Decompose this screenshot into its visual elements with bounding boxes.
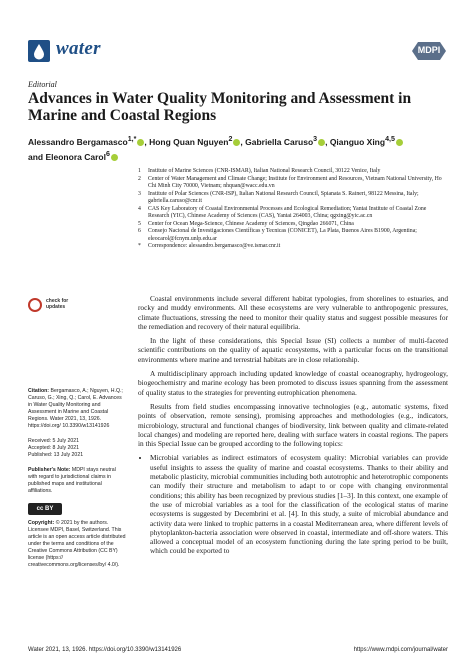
affiliation-number: 1 [138,168,141,174]
author-sup: 4,5 [385,135,395,143]
topic-item: • Microbial variables as indirect estimators of ecosystem quality: Microbial variables can provide useful insights to assess the quality of marine and coastal ecosystems. Thanks to their ability and metabolic plasticity, microbial communities including both autotrophic and heterotrophic components can modify their structure and metabolism to adapt to or cope with changing environmental conditions; this ability has been recognized by previous studies [1–3]. In this context, one example of the use of microbial variables as a tool for the classification of the ecological status of marine ecosystems is suggested by Decembrini et al. [4]. In this study, a suite of microbial abundance and activity data were linked to trophic patterns in a coastal Mediterranean area, where different levels of phytoplankton-bacteria association were observed in coastal, intermediate and off-shore waters. This allowed a conceptual model of an ecosystem functioning during the late spring period to be built, which could be exported to [150,453,448,555]
copyright-label: Copyright: [28,520,55,526]
affiliation-text: Institute of Marine Sciences (CNR-ISMAR), Italian National Research Council, 30122 Venice, Italy [148,168,381,174]
sidebar [28,388,126,577]
affiliation-text: Institute of Polar Sciences (CNR-ISP), Italian National Research Council, Spianata S. Raineri, 98122 Messina, Italy; gabriella.caruso@cnr.it [148,190,419,204]
author-name[interactable]: Alessandro Bergamasco [28,136,128,147]
author-name[interactable]: Qianguo Xing [329,136,386,147]
author-name[interactable]: Hong Quan Nguyen [149,136,229,147]
orcid-icon[interactable] [396,139,403,146]
affiliation-item [138,206,448,221]
citation-label: Citation: [28,388,50,394]
affiliation-item [138,191,448,206]
orcid-icon[interactable] [233,139,240,146]
affiliations [138,168,448,251]
dates-block [28,438,126,459]
footer-citation: Water 2021, 13, 1926. https://doi.org/10.3390/w13141926 [28,647,182,653]
author-name[interactable]: Gabriella Caruso [245,136,314,147]
affiliation-item [138,221,448,229]
affiliation-item [138,168,448,176]
affiliation-number: 2 [138,175,141,182]
body-paragraph: Coastal environments include several different habitat typologies, from shorelines to estuaries, and rocky and muddy environments. All these ecosystems are very vulnerable to anthropogenic pressures, climate fluctuations, stressing the need to monitor their quality status and suggest possible measures for the remediation and recovery of their natural equilibria. [138,294,448,331]
publisher-logo-text: MDPI [417,45,441,55]
correspondence-text[interactable]: Correspondence: alessandro.bergamasco@ve.ismar.cnr.it [148,243,281,249]
body-paragraph: A multidisciplinary approach including updated knowledge of coastal oceanography, hydrogeology, biogeochemistry and marine ecology has been promoted to discuss issues spanning from the assessment of quality status to the strategies for preventing eutrophication phenomena. [138,369,448,397]
accepted-date: Accepted: 8 July 2021 [28,445,80,451]
affiliation-number: 5 [138,220,141,227]
article-category: Editorial [28,80,57,89]
affiliation-text: CAS Key Laboratory of Coastal Environmental Processes and Ecological Remediation; Yantai Institute of Coastal Zone Research (YIC), Chinese Academy of Sciences (CAS), Yantai 264003, China; qgxing@yic.ac.cn [148,205,427,219]
body-paragraph: In the light of these considerations, this Special Issue (SI) collects a number of multi-faceted scientific contributions on the quality of aquatic ecosystems, with a particular focus on the transitional environments where marine and terrestrial habitats are in close relationship. [138,336,448,364]
copyright-block [28,520,126,569]
orcid-icon[interactable] [137,139,144,146]
affiliation-number: 6 [138,228,141,234]
updates-line: updates [46,304,66,310]
updates-line: check for [46,298,69,304]
journal-name: water [56,38,101,59]
affiliation-number: 3 [138,190,141,197]
article-body [138,294,448,556]
author-name[interactable]: Eleonora Carol [45,151,106,162]
author-sup: 2 [228,135,233,143]
affiliation-number: * [138,243,141,249]
affiliation-item [138,228,448,243]
affiliation-number: 4 [138,205,141,212]
correspondence-item [138,243,448,251]
affiliation-text: Center for Ocean Mega-Science, Chinese Academy of Sciences, Qingdao 266071, China [148,220,354,227]
copyright-text: © 2021 by the authors. Licensee MDPI, Basel, Switzerland. This article is an open access article distributed under the terms and conditions of the Creative Commons Attribution (CC BY) license (https:// creativecommons.org/licenses/by/ 4.0/). [28,520,126,568]
citation-block [28,388,126,430]
author-sup: 3 [313,135,318,143]
publisher-note-text: MDPI stays neutral with regard to jurisdictional claims in published maps and institutional affiliations. [28,467,116,494]
orcid-icon[interactable] [111,154,118,161]
topic-list [138,453,448,555]
article-title: Advances in Water Quality Monitoring and Assessment in Marine and Coastal Regions [28,90,412,124]
affiliation-text: Consejo Nacional de Investigaciones Científicas y Tecnicas (CONICET), La Plata, Buenos Aires B1900, Argentina; eleocarol@fcnym.unlp.edu.ar [148,228,417,242]
cc-license-icon[interactable]: cc BY [28,503,62,515]
author-sup: 1,* [127,135,137,143]
orcid-icon[interactable] [318,139,325,146]
journal-url-link[interactable]: https://www.mdpi.com/journal/water [353,647,448,653]
check-updates-icon[interactable] [28,298,42,312]
author-sup: 6 [105,149,110,158]
body-paragraph: Results from field studies encompassing innovative technologies (e.g., automatic systems, fixed points of observation, remote sensing), promising approaches and methodologies (e.g., indicators, microbiology, structural and functional changes of biodiversity, link between quality and climate-related local changes) and modeling are reported here, dealing with surface waters in coastal regions. The papers in this Special Issue can be grouped according to the following topics: [138,401,448,449]
publisher-note-block [28,467,126,495]
published-date: Published: 13 July 2021 [28,452,84,458]
publisher-note-label: Publisher's Note: [28,467,71,473]
affiliation-item [138,176,448,191]
received-date: Received: 5 July 2021 [28,438,80,444]
author-list: Alessandro Bergamasco$^{1,*}$ , Hong Quan Nguyen$^2$ , Gabriella Caruso$^3$ , Qianguo Xing$^{4,5}$ and Eleonora Carol$^6$ [28,133,448,163]
affiliation-text: Center of Water Management and Climate Change; Institute for Environment and Resources, Vietnam National University, Ho Chi Minh City 70000, Vietnam; nhquan@wacc.edu.vn [148,175,442,189]
check-updates-badge[interactable] [46,298,68,310]
journal-logo-icon [28,40,50,62]
citation-text[interactable]: Bergamasco, A.; Nguyen, H.Q.; Caruso, G.; Xing, Q.; Carol, E. Advances in Water Quality Monitoring and Assessment in Marine and Coastal Regions. Water 2021, 13, 1926. https://doi.org/ 10.3390/w13141926 [28,388,123,429]
